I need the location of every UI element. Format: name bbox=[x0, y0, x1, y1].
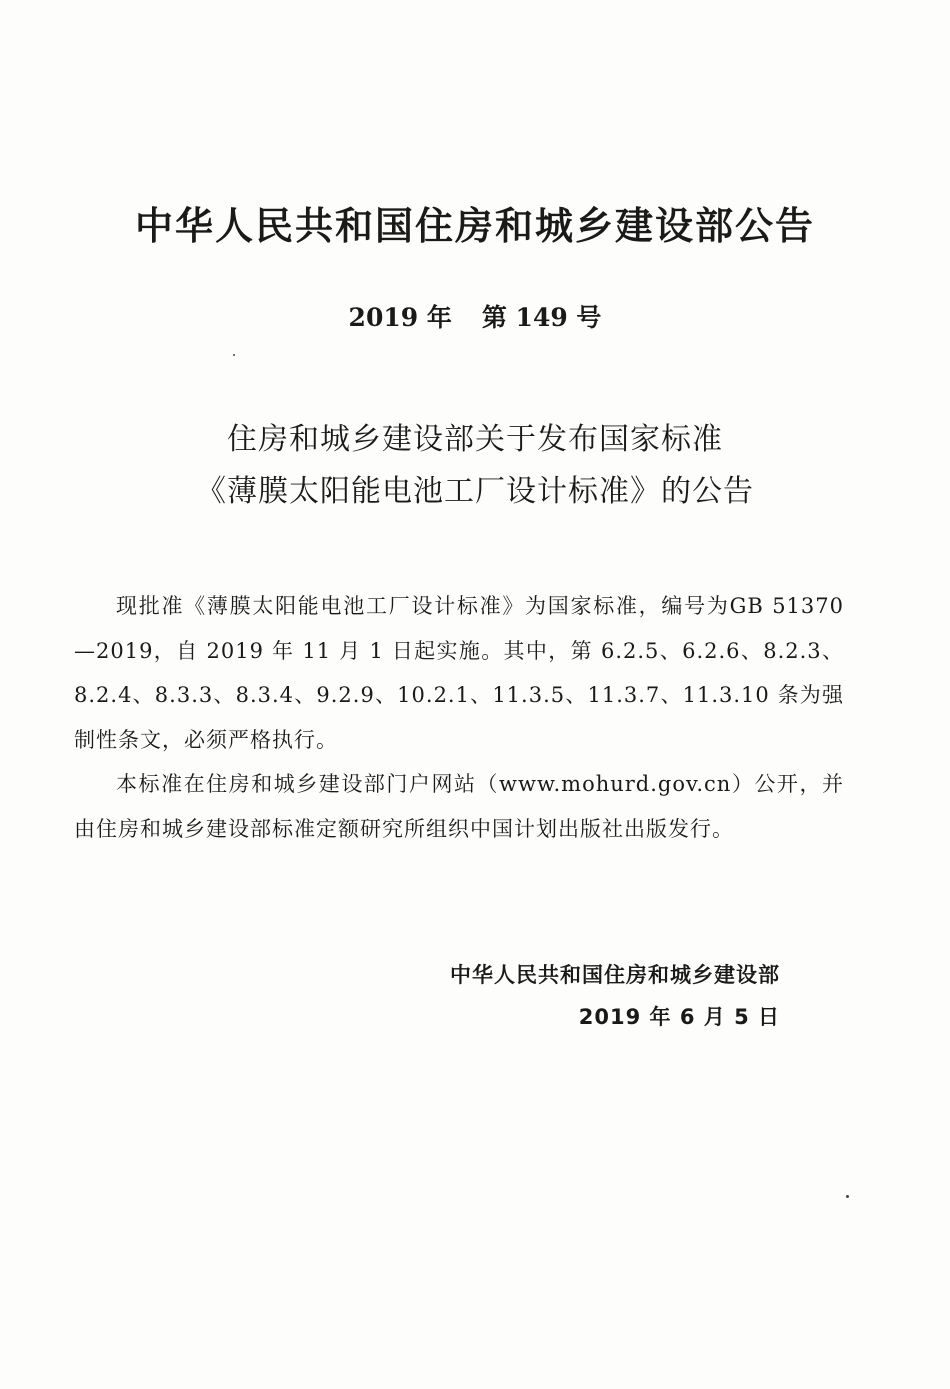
title-line-2: 《薄膜太阳能电池工厂设计标准》的公告 bbox=[196, 474, 754, 509]
announcement-title bbox=[0, 414, 950, 518]
document-authority-heading: 中华人民共和国住房和城乡建设部公告 bbox=[134, 204, 815, 248]
scan-speck bbox=[233, 354, 235, 356]
signature-block bbox=[450, 954, 780, 1038]
issue-number bbox=[0, 298, 950, 338]
issue-date: 2019 年 6 月 5 日 bbox=[578, 1005, 780, 1029]
issue-serial: 第 149 号 bbox=[481, 303, 602, 332]
scan-speck bbox=[846, 1195, 849, 1198]
title-line-1: 住房和城乡建设部关于发布国家标准 bbox=[227, 422, 723, 457]
body-paragraph-2: 本标准在住房和城乡建设部门户网站（www.mohurd.gov.cn）公开，并由住房和城乡建设部标准定额研究所组织中国计划出版社出版发行。 bbox=[74, 772, 844, 841]
body-paragraph-1: 现批准《薄膜太阳能电池工厂设计标准》为国家标准，编号为GB 51370—2019，自 2019 年 11 月 1 日起实施。其中，第 6.2.5、6.2.6、8.2.3、8.2.4、8.3.3、8.3.4、9.2.9、10.2.1、11.3.5、11.3.7、11.3.10 条为强制性条文，必须严格执行。 bbox=[74, 594, 844, 752]
issue-year: 2019 年 bbox=[348, 303, 452, 332]
issuer-name: 中华人民共和国住房和城乡建设部 bbox=[450, 963, 780, 987]
announcement-body bbox=[74, 584, 844, 851]
